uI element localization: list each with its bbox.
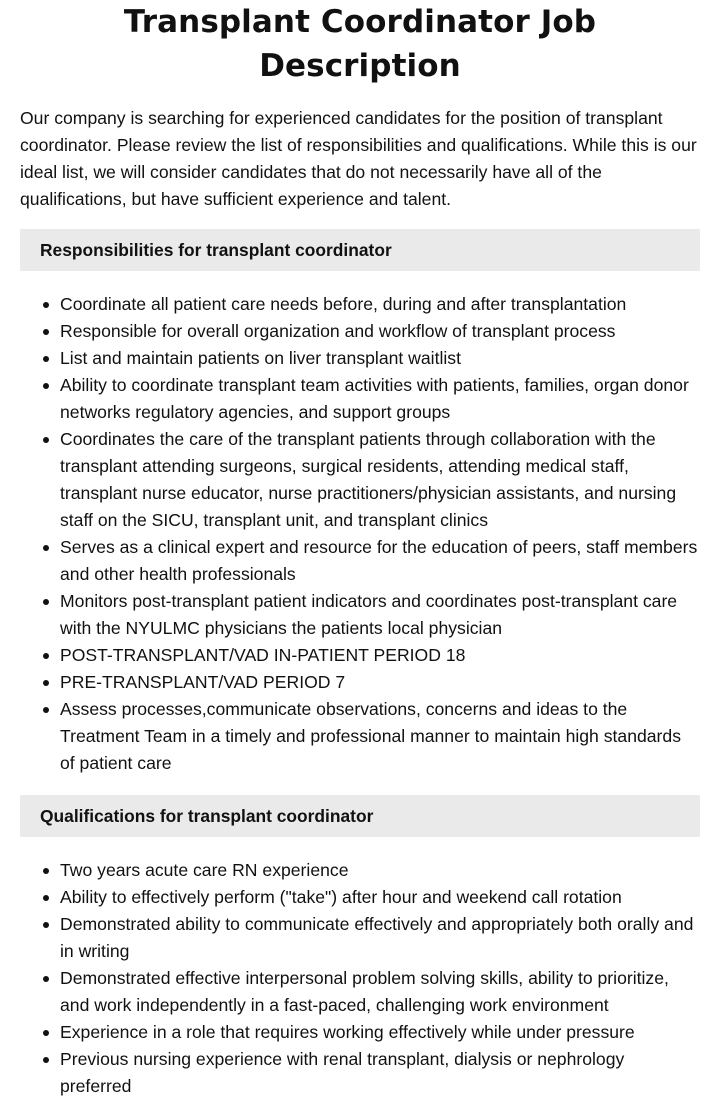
responsibility-item: Ability to coordinate transplant team activities with patients, families, organ donor networks regulatory agencies, and support groups	[60, 372, 700, 426]
qualifications-list	[20, 857, 700, 1100]
responsibilities-heading: Responsibilities for transplant coordinator	[20, 229, 700, 271]
responsibility-item: List and maintain patients on liver transplant waitlist	[60, 345, 700, 372]
qualifications-heading: Qualifications for transplant coordinator	[20, 795, 700, 837]
responsibility-item: POST-TRANSPLANT/VAD IN-PATIENT PERIOD 18	[60, 642, 700, 669]
page-title: Transplant Coordinator Job Description	[123, 4, 597, 84]
responsibility-item: Monitors post-transplant patient indicators and coordinates post-transplant care with the NYULMC physicians the patients local physician	[60, 588, 700, 642]
responsibility-item: Responsible for overall organization and workflow of transplant process	[60, 318, 700, 345]
qualification-item: Ability to effectively perform ("take") after hour and weekend call rotation	[60, 884, 700, 911]
qualification-item: Demonstrated ability to communicate effectively and appropriately both orally and in writing	[60, 911, 700, 965]
qualification-item: Experience in a role that requires working effectively while under pressure	[60, 1019, 700, 1046]
qualification-item: Previous nursing experience with renal transplant, dialysis or nephrology preferred	[60, 1046, 700, 1100]
intro-paragraph: Our company is searching for experienced candidates for the position of transplant coordinator. Please review the list of responsibilities and qualifications. While this is our ideal list, we will consider candidates that do not necessarily have all of the qualifications, but have sufficient experience and talent.	[20, 108, 697, 209]
responsibility-item: Coordinates the care of the transplant patients through collaboration with the transplant attending surgeons, surgical residents, attending medical staff, transplant nurse educator, nurse practitioners/physician assistants, and nursing staff on the SICU, transplant unit, and transplant clinics	[60, 426, 700, 534]
responsibility-item: Assess processes,communicate observations, concerns and ideas to the Treatment Team in a timely and professional manner to maintain high standards of patient care	[60, 696, 700, 777]
responsibility-item: PRE-TRANSPLANT/VAD PERIOD 7	[60, 669, 700, 696]
qualification-item: Demonstrated effective interpersonal problem solving skills, ability to prioritize, and work independently in a fast-paced, challenging work environment	[60, 965, 700, 1019]
responsibilities-list	[20, 291, 700, 777]
responsibility-item: Serves as a clinical expert and resource for the education of peers, staff members and other health professionals	[60, 534, 700, 588]
responsibility-item: Coordinate all patient care needs before, during and after transplantation	[60, 291, 700, 318]
qualification-item: Two years acute care RN experience	[60, 857, 700, 884]
